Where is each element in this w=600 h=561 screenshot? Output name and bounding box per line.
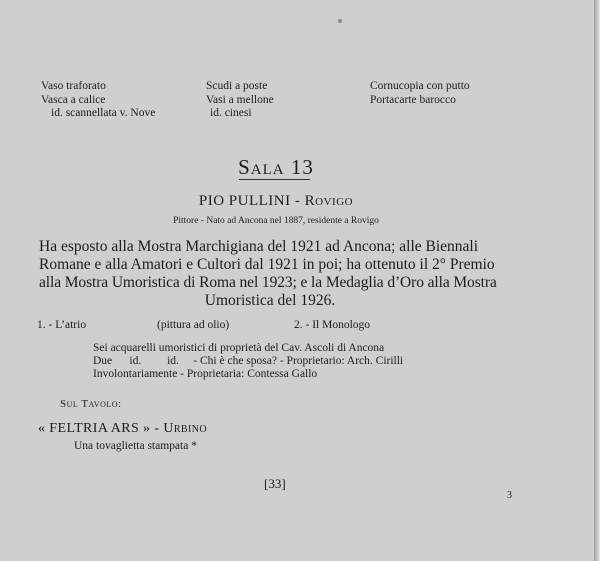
list-item: Scudi a poste [206,80,268,92]
list-item: id. scannellata v. Nove [51,107,156,119]
artist-biography [39,238,501,310]
artist-separator: - [294,193,305,209]
room-label: Sala [238,155,285,179]
room-heading [0,155,552,180]
bio-line: Romane e alla Amatori e Cultori dal 1921 in poi; ha ottenuto il 2° Premio [39,256,495,273]
bio-line: Ha esposto alla Mostra Marchigiana del 1921 ad Ancona; alle Biennali [39,238,479,255]
detail-line: Involontariamente - Proprietaria: Contessa Gallo [93,368,318,380]
artist-heading [0,193,552,210]
maker-city: Urbino [163,421,207,436]
page-number: [33] [264,476,286,491]
list-item: Vasi a mellone [206,93,274,106]
maker-heading [38,421,207,437]
list-item: Cornucopia con putto [370,80,470,92]
detail-line: Due id. id. - Chi è che sposa? - Proprietario: Arch. Cirilli [93,355,404,367]
table-section-heading: Sul Tavolo: [60,398,122,410]
list-item: Portacarte barocco [370,93,456,106]
bio-line: Umoristica del 1926. [204,292,336,309]
maker-item: Una tovaglietta stampata * [74,440,197,452]
list-item: id. cinesi [210,107,252,119]
detail-line: Sei acquarelli umoristici di proprietà del Cav. Ascoli di Ancona [93,342,385,354]
artist-subtitle: Pittore - Nato ad Ancona nel 1887, residente a Rovigo [173,216,379,226]
maker-name: « FELTRIA ARS » [38,421,151,436]
bio-line: alla Mostra Umoristica di Roma nel 1923; e la Medaglia d’Oro alla Mostra [39,274,497,291]
work-item-1-medium: (pittura ad olio) [157,319,230,331]
work-item-2: 2. - Il Monologo [294,319,371,331]
signature-mark: 3 [507,490,512,501]
list-item: Vaso traforato [41,80,106,92]
list-item: Vasca a calice [41,93,106,106]
object-list-column-3 [370,80,470,107]
room-heading-rule [239,179,310,180]
ownership-details [93,342,403,381]
object-list-column-2 [206,80,274,121]
artist-name: PIO PULLINI [198,193,291,209]
room-number: 13 [290,155,314,179]
work-item-1: 1. - L’atrio [37,319,87,331]
maker-separator: - [154,421,164,436]
page-edge [594,0,600,561]
artist-city: Rovigo [304,193,354,209]
object-list-column-1 [41,80,155,121]
paper-speck [338,19,342,23]
